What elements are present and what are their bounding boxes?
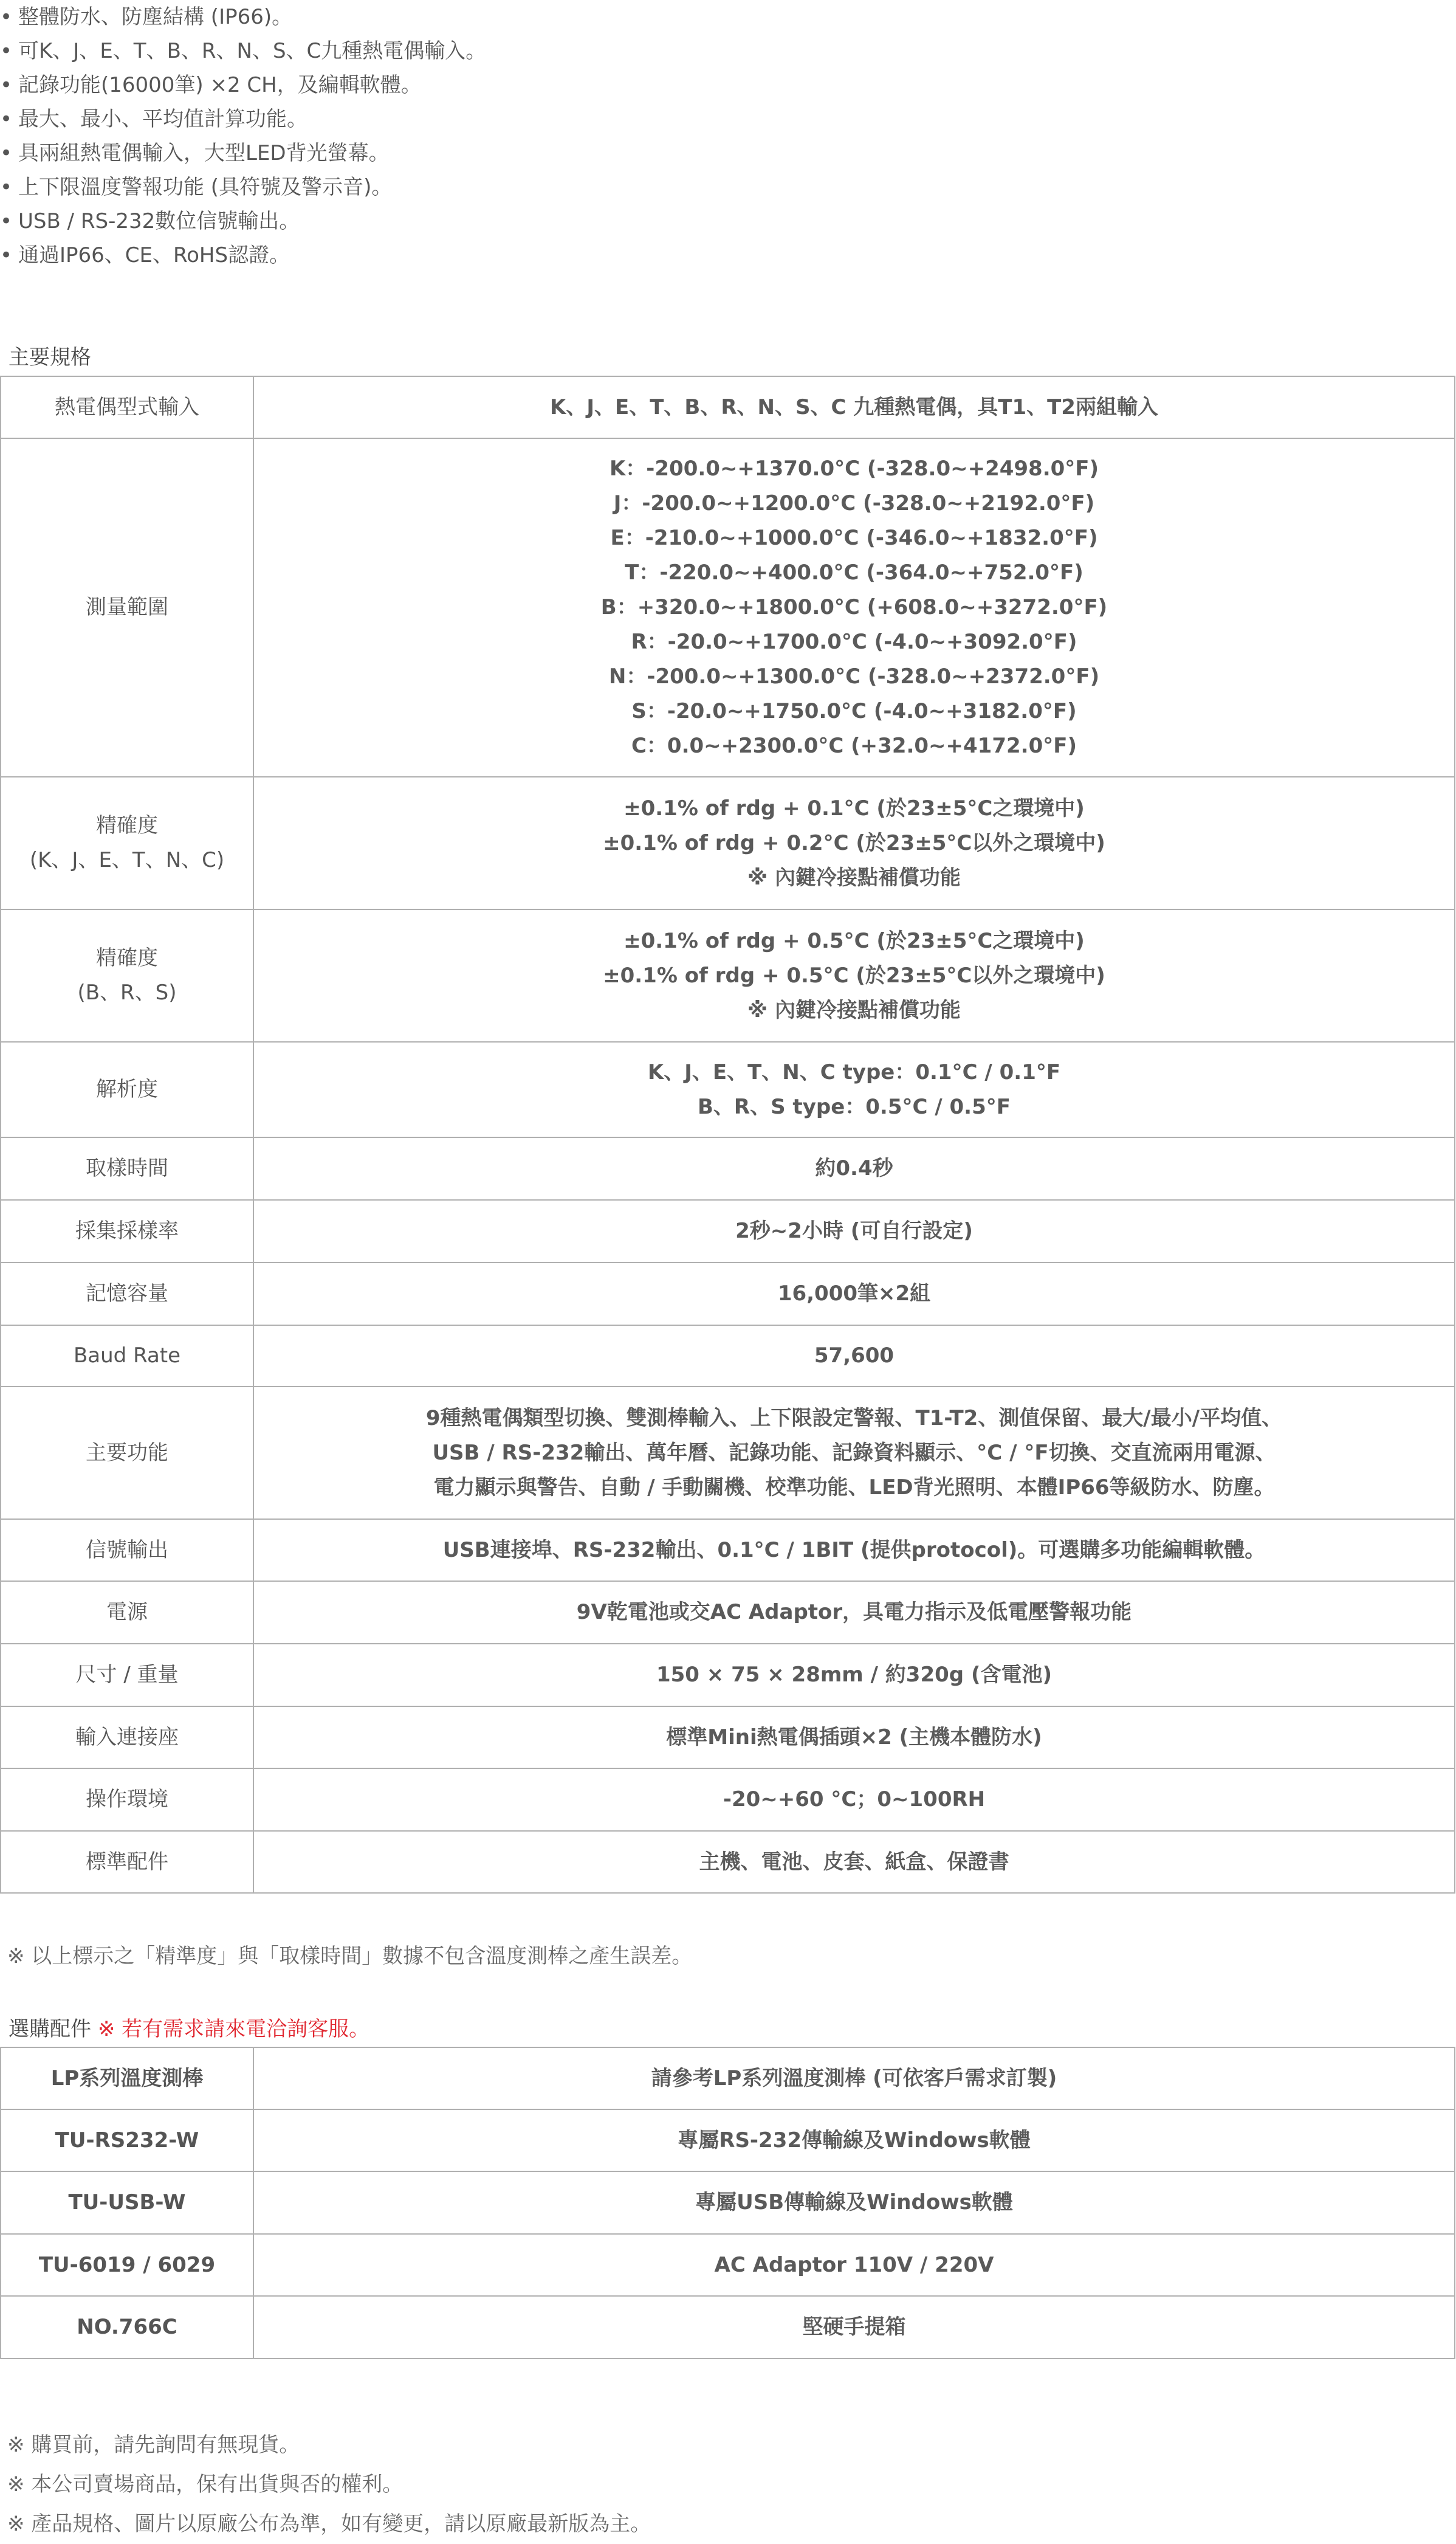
row-label-line: (K、J、E、T、N、C) — [29, 848, 225, 872]
row-value — [253, 1706, 1455, 1768]
row-label — [1, 1387, 253, 1519]
row-value-line: ※ 內鍵冷接點補償功能 — [747, 865, 961, 890]
table-row — [1, 376, 1455, 438]
row-value-line: C：0.0~+2300.0°C (+32.0~+4172.0°F) — [631, 734, 1077, 758]
table-row — [1, 1200, 1455, 1263]
row-value-line: -20~+60 °C；0~100RH — [723, 1787, 986, 1811]
row-value-line: J：-200.0~+1200.0°C (-328.0~+2192.0°F) — [613, 491, 1095, 515]
row-label — [1, 1519, 253, 1581]
table-row — [1, 1137, 1455, 1200]
bullet-icon: • — [0, 243, 13, 267]
row-label-line: 取樣時間 — [86, 1156, 168, 1181]
row-value-line: 57,600 — [814, 1343, 895, 1368]
row-value-line: 2秒~2小時 (可自行設定) — [735, 1219, 973, 1243]
row-value-line: 主機、電池、皮套、紙盒、保證書 — [699, 1849, 1009, 1874]
row-label-line: 尺寸 / 重量 — [75, 1663, 179, 1687]
row-value-line: AC Adaptor 110V / 220V — [714, 2252, 994, 2277]
bullet-icon: • — [0, 73, 13, 97]
feature-item — [0, 136, 486, 170]
table-row — [1, 2109, 1455, 2171]
notice-item: ※ 購買前，請先詢問有無現貨。 — [7, 2433, 300, 2457]
row-label — [1, 1831, 253, 1893]
options-contact-note: ※ 若有需求請來電洽詢客服。 — [97, 2017, 370, 2041]
row-value-line: 約0.4秒 — [815, 1156, 893, 1181]
options-table — [0, 2047, 1455, 2359]
table-row — [1, 1768, 1455, 1831]
table-row — [1, 2047, 1455, 2109]
row-value — [253, 1325, 1455, 1387]
row-label-line: LP系列溫度測棒 — [50, 2066, 204, 2091]
row-label-line: 主要功能 — [86, 1440, 168, 1465]
row-value-line: ※ 內鍵冷接點補償功能 — [747, 998, 961, 1022]
bullet-icon: • — [0, 175, 13, 199]
row-label-line: TU-6019 / 6029 — [38, 2252, 216, 2277]
row-label — [1, 1137, 253, 1200]
row-value-line: USB / RS-232輸出、萬年曆、記錄功能、記錄資料顯示、°C / °F切換、交直流兩用電源、 — [432, 1440, 1276, 1465]
row-value — [253, 1644, 1455, 1706]
spec-section-title: 主要規格 — [9, 345, 91, 370]
row-label — [1, 1263, 253, 1325]
row-value-line: USB連接埠、RS-232輸出、0.1°C / 1BIT (提供protocol)。可選購多功能編輯軟體。 — [442, 1537, 1266, 1562]
row-label — [1, 1325, 253, 1387]
row-value-line: 16,000筆×2組 — [777, 1281, 931, 1306]
row-label — [1, 2171, 253, 2234]
row-value — [253, 1200, 1455, 1263]
row-value — [253, 2047, 1455, 2109]
feature-list — [0, 0, 486, 272]
bullet-icon: • — [0, 5, 13, 29]
row-value-line: ±0.1% of rdg + 0.5°C (於23±5°C以外之環境中) — [603, 963, 1105, 988]
row-label-line: 電源 — [106, 1600, 148, 1624]
feature-text: 具兩組熱電偶輸入，大型LED背光螢幕。 — [18, 141, 390, 165]
row-label-line: 輸入連接座 — [75, 1725, 179, 1749]
feature-text: 通過IP66、CE、RoHS認證。 — [18, 243, 290, 267]
row-label-line: 標準配件 — [86, 1849, 168, 1874]
row-value-line: 9V乾電池或交AC Adaptor，具電力指示及低電壓警報功能 — [576, 1600, 1132, 1624]
notice-item: ※ 產品規格、圖片以原廠公布為準，如有變更，請以原廠最新版為主。 — [7, 2512, 651, 2536]
row-label — [1, 2234, 253, 2296]
row-label — [1, 1581, 253, 1644]
table-row — [1, 2234, 1455, 2296]
row-value-line: 專屬RS-232傳輸線及Windows軟體 — [678, 2128, 1031, 2153]
row-value — [253, 1581, 1455, 1644]
notice-item: ※ 本公司賣場商品，保有出貨與否的權利。 — [7, 2472, 403, 2497]
row-value-line: B、R、S type：0.5°C / 0.5°F — [698, 1094, 1011, 1119]
options-title: 選購配件 — [9, 2017, 91, 2041]
bullet-icon: • — [0, 141, 13, 165]
row-label-line: 採集採樣率 — [75, 1219, 179, 1243]
row-label-line: 精確度 — [96, 946, 158, 970]
feature-item — [0, 204, 486, 238]
row-label — [1, 777, 253, 909]
feature-item — [0, 102, 486, 136]
row-value-line: T：-220.0~+400.0°C (-364.0~+752.0°F) — [625, 560, 1083, 585]
row-value-line: 標準Mini熱電偶插頭×2 (主機本體防水) — [666, 1725, 1042, 1749]
row-value-line: S：-20.0~+1750.0°C (-4.0~+3182.0°F) — [631, 699, 1077, 723]
row-label — [1, 1706, 253, 1768]
table-row — [1, 1831, 1455, 1893]
row-value — [253, 2109, 1455, 2171]
row-value — [253, 1042, 1455, 1137]
options-section-title — [9, 2012, 369, 2042]
row-value-line: 150 × 75 × 28mm / 約320g (含電池) — [656, 1663, 1053, 1687]
row-value — [253, 909, 1455, 1042]
row-value-line: 9種熱電偶類型切換、雙測棒輸入、上下限設定警報、T1-T2、測值保留、最大/最小/平均值、 — [425, 1405, 1283, 1430]
row-value — [253, 1519, 1455, 1581]
table-row — [1, 1644, 1455, 1706]
feature-item — [0, 238, 486, 272]
row-value-line: N：-200.0~+1300.0°C (-328.0~+2372.0°F) — [608, 664, 1100, 689]
feature-text: 整體防水、防塵結構 (IP66)。 — [18, 5, 293, 29]
bullet-icon: • — [0, 39, 13, 63]
row-label-line: Baud Rate — [73, 1343, 181, 1368]
row-label — [1, 2109, 253, 2171]
table-row — [1, 1581, 1455, 1644]
row-value-line: 專屬USB傳輸線及Windows軟體 — [695, 2190, 1013, 2215]
row-label — [1, 909, 253, 1042]
row-label-line: 操作環境 — [86, 1787, 168, 1811]
feature-item — [0, 34, 486, 68]
spec-footnote: ※ 以上標示之「精準度」與「取樣時間」數據不包含溫度測棒之產生誤差。 — [7, 1944, 693, 1968]
row-value — [253, 1768, 1455, 1831]
row-value — [253, 1137, 1455, 1200]
row-value-line: ±0.1% of rdg + 0.5°C (於23±5°C之環境中) — [623, 928, 1085, 953]
row-value-line: 堅硬手提箱 — [802, 2315, 906, 2339]
row-label — [1, 438, 253, 777]
table-row — [1, 1519, 1455, 1581]
row-label-line: NO.766C — [77, 2315, 177, 2339]
row-label — [1, 1768, 253, 1831]
row-label-line: 記憶容量 — [86, 1281, 168, 1306]
row-label-line: (B、R、S) — [77, 981, 177, 1005]
row-value-line: 電力顯示與警告、自動 / 手動關機、校準功能、LED背光照明、本體IP66等級防水、防塵。 — [433, 1475, 1275, 1500]
row-value — [253, 438, 1455, 777]
row-label-line: 信號輸出 — [86, 1537, 168, 1562]
row-value-line: R：-20.0~+1700.0°C (-4.0~+3092.0°F) — [631, 630, 1077, 654]
row-label-line: 測量範圍 — [86, 595, 168, 619]
row-value — [253, 2171, 1455, 2234]
row-value-line: ±0.1% of rdg + 0.1°C (於23±5°C之環境中) — [623, 796, 1085, 821]
table-row — [1, 909, 1455, 1042]
table-row — [1, 2171, 1455, 2234]
spec-table — [0, 376, 1455, 1894]
feature-item — [0, 0, 486, 34]
row-value-line: E：-210.0~+1000.0°C (-346.0~+1832.0°F) — [610, 526, 1098, 550]
row-label — [1, 2047, 253, 2109]
bullet-icon: • — [0, 209, 13, 233]
table-row — [1, 1042, 1455, 1137]
row-label-line: TU-RS232-W — [55, 2128, 199, 2153]
row-value-line: ±0.1% of rdg + 0.2°C (於23±5°C以外之環境中) — [603, 830, 1105, 855]
row-value — [253, 2296, 1455, 2359]
row-label — [1, 376, 253, 438]
row-label — [1, 2296, 253, 2359]
feature-text: 可K、J、E、T、B、R、N、S、C九種熱電偶輸入。 — [18, 39, 487, 63]
row-label-line: 熱電偶型式輸入 — [55, 395, 199, 419]
row-label-line: 解析度 — [96, 1077, 158, 1101]
feature-text: 上下限溫度警報功能 (具符號及警示音)。 — [18, 175, 393, 199]
table-row — [1, 438, 1455, 777]
notice-list — [7, 2425, 651, 2544]
row-label-line: 精確度 — [96, 813, 158, 838]
feature-text: USB / RS-232數位信號輸出。 — [18, 209, 300, 233]
row-value-line: B：+320.0~+1800.0°C (+608.0~+3272.0°F) — [600, 595, 1108, 619]
feature-item — [0, 170, 486, 204]
row-value-line: 請參考LP系列溫度測棒 (可依客戶需求訂製) — [651, 2066, 1057, 2091]
row-label — [1, 1042, 253, 1137]
row-label-line: TU-USB-W — [68, 2190, 186, 2215]
feature-item — [0, 68, 486, 102]
row-value-line: K：-200.0~+1370.0°C (-328.0~+2498.0°F) — [609, 457, 1099, 481]
table-row — [1, 2296, 1455, 2359]
row-value — [253, 777, 1455, 909]
feature-text: 最大、最小、平均值計算功能。 — [18, 107, 307, 131]
row-value — [253, 1387, 1455, 1519]
table-row — [1, 1325, 1455, 1387]
row-value — [253, 1831, 1455, 1893]
row-value-line: K、J、E、T、N、C type：0.1°C / 0.1°F — [647, 1060, 1061, 1084]
row-label — [1, 1200, 253, 1263]
row-value — [253, 376, 1455, 438]
bullet-icon: • — [0, 107, 13, 131]
row-label — [1, 1644, 253, 1706]
feature-text: 記錄功能(16000筆) ×2 CH，及編輯軟體。 — [18, 73, 422, 97]
row-value — [253, 1263, 1455, 1325]
table-row — [1, 1387, 1455, 1519]
table-row — [1, 777, 1455, 909]
row-value — [253, 2234, 1455, 2296]
table-row — [1, 1706, 1455, 1768]
row-value-line: K、J、E、T、B、R、N、S、C 九種熱電偶，具T1、T2兩組輸入 — [550, 395, 1158, 419]
table-row — [1, 1263, 1455, 1325]
